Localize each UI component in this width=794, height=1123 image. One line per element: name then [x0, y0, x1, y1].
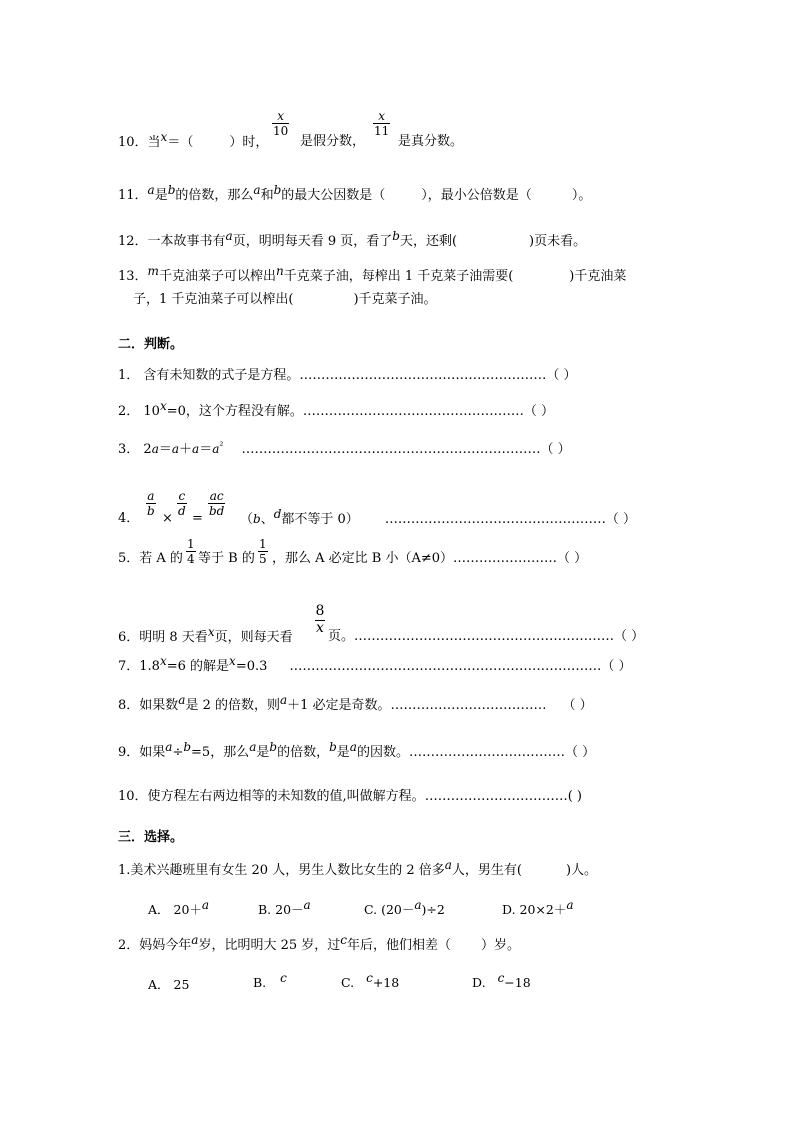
choice-1-option-a: A． 20＋a [148, 898, 210, 917]
fraction-c-over-d: $\frac{c}{d}$ [178, 489, 186, 518]
judge-8: 8．如果数a是 2 的倍数，则a＋1 必定是奇数。……………………………… （ ） [118, 693, 593, 713]
question-13: 13．m千克油菜子可以榨出n千克菜子油，每榨出 1 千克菜子油需要( )千克油菜 [118, 264, 627, 284]
choice-1-option-c: C. (20－a)÷2 [364, 898, 445, 917]
choice-2-option-b: B. c [253, 971, 287, 990]
judge-9: 9．如果a÷b=5，那么a是b的倍数，b是a的因数。………………………………（ ） [118, 740, 596, 760]
judge-5: 5．若 A 的 [118, 551, 183, 566]
judge-4-number: 4． [118, 511, 140, 526]
choice-2-option-a: A． 25 [148, 977, 190, 992]
choice-1-option-b: B. 20－a [258, 898, 311, 917]
fraction-ac-over-bd: $\frac{ac}{bd}$ [209, 489, 225, 518]
fraction-1-over-5: $\frac{1}{5}$ [259, 537, 267, 566]
section-2-heading: 二．判断。 [118, 337, 184, 352]
judge-3: 3． $2a=a+a=a^{^2}$ ……………………………………………………………（ ） [118, 441, 571, 457]
question-12: 12．一本故事书有a页，明明每天看 9 页，看了b天，还剩( )页未看。 [118, 229, 587, 249]
fraction-8-over-x: $\frac{8}{x}$ [315, 603, 325, 636]
question-13-line2: 子，1 千克油菜子可以榨出( )千克菜子油。 [133, 292, 437, 307]
judge-6: 6．明明 8 天看x页，则每天看 [118, 625, 293, 645]
fraction-a-over-b: $\frac{a}{b}$ [147, 489, 155, 518]
choice-1: 1.美术兴趣班里有女生 20 人，男生人数比女生的 2 倍多a人，男生有( )人。 [118, 858, 598, 878]
judge-4: （b、d都不等于 0） ……………………………………………（ ） [240, 507, 636, 527]
choice-2-option-c: C. c+18 [341, 971, 400, 990]
question-10: 10．当x＝（ ）时， [118, 130, 269, 150]
judge-2: 2． 10x=0，这个方程没有解。……………………………………………（ ） [118, 399, 555, 419]
fraction-x-over-10: $\frac{x}{10}$ [273, 109, 289, 138]
judge-10: 10．使方程左右两边相等的未知数的值,叫做解方程。……………………………( ) [118, 789, 582, 804]
fraction-x-over-11: $\frac{x}{11}$ [374, 109, 390, 138]
question-11: 11．a是b的倍数，那么a和b的最大公因数是（ ），最小公倍数是（ ）。 [118, 183, 592, 203]
fraction-1-over-4: $\frac{1}{4}$ [187, 537, 195, 566]
choice-1-option-d: D. 20×2＋a [502, 898, 574, 917]
choice-2: 2．妈妈今年a岁，比明明大 25 岁，过c年后，他们相差（ ）岁。 [118, 933, 521, 953]
section-3-heading: 三．选择。 [118, 830, 184, 845]
judge-1: 1． 含有未知数的式子是方程。…………………………………………………（ ） [118, 368, 577, 383]
choice-2-option-d: D. c−18 [472, 971, 531, 990]
judge-7: 7．1.8x=6 的解是x=0.3 ………………………………………………………………（ ） [118, 654, 632, 674]
